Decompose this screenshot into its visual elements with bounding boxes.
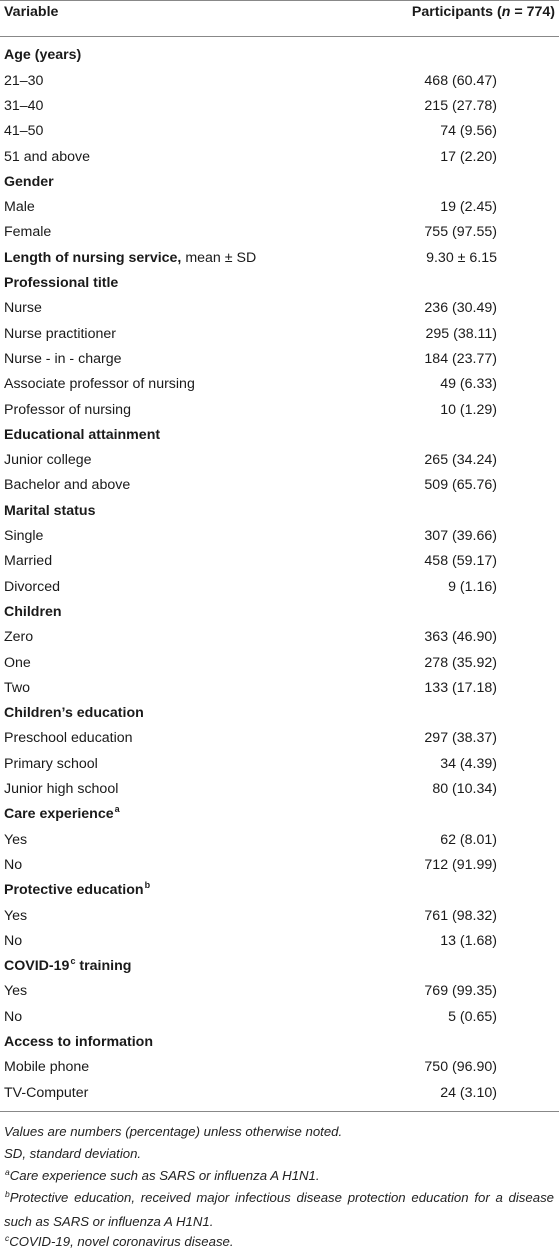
header-variable: Variable — [4, 4, 59, 20]
row-value: 363 (46.90) — [424, 629, 497, 646]
section-row — [0, 878, 559, 903]
row-value: 133 (17.18) — [424, 679, 497, 696]
label-text: Access to information — [4, 1034, 153, 1050]
row-label — [4, 929, 22, 954]
section-label — [4, 600, 62, 625]
footnote-marker: c — [5, 1233, 10, 1243]
table-row — [0, 979, 559, 1004]
table-row — [0, 220, 559, 245]
label-text: 31–40 — [4, 97, 44, 114]
label-text: Professor of nursing — [4, 401, 131, 418]
row-value: 278 (35.92) — [424, 654, 497, 671]
row-value: 755 (97.55) — [424, 224, 497, 241]
label-text: Care experience — [4, 806, 114, 823]
section-row — [0, 954, 559, 979]
label-text: Zero — [4, 629, 34, 646]
table-row — [0, 1055, 559, 1080]
row-label — [4, 195, 35, 220]
section-row — [0, 600, 559, 625]
row-value: 80 (10.34) — [432, 781, 497, 797]
label-text: Professional title — [4, 275, 119, 291]
label-text-suffix: training — [75, 958, 132, 975]
row-label — [4, 726, 133, 751]
table-row — [0, 726, 559, 751]
row-label — [4, 69, 43, 94]
table-row — [0, 625, 559, 650]
table-row — [0, 322, 559, 347]
label-text: Children’s education — [4, 705, 144, 722]
table-row — [0, 1081, 559, 1106]
label-text: COVID-19 — [4, 958, 70, 975]
footnote — [4, 1143, 554, 1165]
footnote-text: COVID-19, novel coronavirus disease. — [9, 1234, 234, 1249]
header-participants: Participants (n = 774) — [411, 4, 555, 20]
label-text: Junior college — [4, 452, 92, 469]
section-label — [4, 1030, 153, 1055]
table-row — [0, 904, 559, 929]
row-label — [4, 119, 43, 144]
row-value: 750 (96.90) — [424, 1059, 497, 1076]
row-label — [4, 145, 90, 170]
section-row — [0, 43, 559, 68]
row-value: 34 (4.39) — [440, 755, 497, 772]
section-row — [0, 271, 559, 296]
row-label — [4, 448, 92, 473]
section-row — [0, 499, 559, 524]
row-value: 458 (59.17) — [424, 553, 497, 570]
footnote — [4, 1165, 554, 1189]
row-label — [4, 524, 43, 549]
row-value: 297 (38.37) — [424, 730, 497, 747]
label-text: 41–50 — [4, 123, 44, 140]
label-text: Associate professor of nursing — [4, 376, 195, 393]
row-label — [4, 322, 116, 347]
label-text: Educational attainment — [4, 426, 161, 443]
table-bottom-rule — [0, 1111, 559, 1112]
row-label — [4, 651, 31, 676]
label-text: Children — [4, 603, 62, 620]
row-value: 24 (3.10) — [440, 1084, 497, 1101]
footnote-text: Protective education, received major infectious disease protection education for a disease such as SARS or influenza A H1N1. — [4, 1190, 554, 1229]
row-value: 184 (23.77) — [424, 350, 497, 367]
label-text: No — [4, 1008, 23, 1025]
table-row — [0, 119, 559, 144]
section-label — [4, 954, 131, 980]
row-value: 468 (60.47) — [424, 72, 497, 89]
label-text: Yes — [4, 907, 28, 924]
row-label — [4, 1081, 88, 1106]
section-label — [4, 499, 95, 524]
label-text: Yes — [4, 831, 28, 848]
footnote-marker: a — [114, 804, 120, 815]
footnote-marker: b — [5, 1189, 10, 1199]
table-row — [0, 777, 559, 802]
section-row — [0, 246, 559, 271]
section-row — [0, 423, 559, 448]
label-text: Two — [4, 679, 31, 696]
row-value: 215 (27.78) — [424, 97, 497, 114]
row-label — [4, 625, 33, 650]
row-value: 509 (65.76) — [424, 477, 497, 494]
row-value: 74 (9.56) — [440, 123, 497, 140]
label-text: Marital status — [4, 502, 96, 519]
row-value: 295 (38.11) — [425, 325, 497, 342]
row-label — [4, 828, 27, 853]
label-text: Female — [4, 224, 52, 241]
table-row — [0, 398, 559, 423]
row-label — [4, 1005, 22, 1030]
table-row — [0, 372, 559, 397]
table-row — [0, 448, 559, 473]
table-row — [0, 94, 559, 119]
footnote — [4, 1187, 554, 1232]
row-label — [4, 549, 52, 574]
table-row — [0, 929, 559, 954]
footnote — [4, 1231, 554, 1255]
table-row — [0, 651, 559, 676]
label-text: Nurse — [4, 300, 42, 317]
label-text: Mobile phone — [4, 1059, 90, 1076]
row-value: 9.30 ± 6.15 — [426, 249, 497, 266]
row-label — [4, 676, 30, 701]
row-value: 62 (8.01) — [440, 831, 497, 848]
table-header-row — [0, 0, 559, 25]
section-label — [4, 701, 144, 726]
section-row — [0, 170, 559, 195]
section-row — [0, 1030, 559, 1055]
label-text: Divorced — [4, 578, 60, 595]
table-row — [0, 752, 559, 777]
row-label — [4, 777, 118, 802]
footnote-marker: a — [5, 1167, 10, 1177]
table-row — [0, 575, 559, 600]
table-row — [0, 347, 559, 372]
row-value: 769 (99.35) — [424, 983, 497, 1000]
label-text: TV-Computer — [4, 1084, 89, 1101]
row-value: 17 (2.20) — [440, 148, 497, 165]
footnote-marker: b — [144, 880, 151, 891]
table-row — [0, 676, 559, 701]
section-label — [4, 802, 120, 828]
label-text: Age (years) — [4, 47, 82, 64]
footnote — [4, 1121, 554, 1143]
table-row — [0, 828, 559, 853]
footnote-text: Care experience such as SARS or influenza A H1N1. — [9, 1168, 320, 1183]
section-row — [0, 701, 559, 726]
row-value: 761 (98.32) — [424, 907, 497, 924]
table-row — [0, 524, 559, 549]
row-value: 265 (34.24) — [424, 452, 497, 469]
section-label — [4, 43, 81, 68]
row-value: 19 (2.45) — [440, 199, 497, 216]
section-row — [0, 802, 559, 827]
section-label — [4, 246, 256, 271]
section-label — [4, 271, 118, 296]
label-text: No — [4, 932, 23, 949]
row-value: 49 (6.33) — [440, 376, 497, 393]
row-label — [4, 296, 42, 321]
row-label — [4, 398, 131, 423]
label-text: No — [4, 856, 23, 873]
label-text: Married — [4, 553, 53, 570]
table-row — [0, 296, 559, 321]
label-text: Yes — [4, 983, 28, 1000]
header-bottom-rule — [0, 36, 559, 37]
row-label — [4, 220, 51, 245]
row-value: 712 (91.99) — [424, 856, 497, 873]
row-value: 5 (0.65) — [448, 1008, 497, 1025]
row-value: 10 (1.29) — [440, 401, 497, 418]
label-text: 51 and above — [4, 148, 90, 165]
table-row — [0, 549, 559, 574]
label-text: Single — [4, 528, 44, 544]
label-text: Male — [4, 199, 35, 216]
label-text: Length of nursing service, — [4, 249, 182, 266]
row-label — [4, 1055, 89, 1080]
row-value: 307 (39.66) — [424, 528, 497, 544]
row-label — [4, 853, 22, 878]
label-text: Nurse - in - charge — [4, 350, 122, 367]
footnote-marker: c — [70, 956, 76, 967]
row-label — [4, 979, 27, 1004]
footnote-text: SD, standard deviation. — [4, 1146, 142, 1161]
table-row — [0, 195, 559, 220]
label-text: One — [4, 654, 31, 671]
label-text: Bachelor and above — [4, 477, 131, 494]
row-label — [4, 347, 121, 372]
table-row — [0, 1005, 559, 1030]
row-value: 13 (1.68) — [440, 932, 497, 949]
label-text: Primary school — [4, 755, 98, 772]
label-text: Gender — [4, 173, 54, 190]
table-row — [0, 853, 559, 878]
table-row — [0, 69, 559, 94]
section-label — [4, 170, 54, 195]
label-text: Preschool education — [4, 730, 133, 747]
row-value: 236 (30.49) — [424, 300, 497, 317]
section-label — [4, 878, 150, 904]
row-label — [4, 473, 130, 498]
table-row — [0, 145, 559, 170]
label-text: 21–30 — [4, 72, 44, 89]
row-value: 9 (1.16) — [448, 578, 497, 595]
row-label — [4, 752, 98, 777]
row-label — [4, 372, 195, 397]
label-text: Protective education — [4, 882, 144, 899]
row-label — [4, 94, 43, 119]
footnote-text: Values are numbers (percentage) unless otherwise noted. — [4, 1124, 343, 1139]
section-label — [4, 423, 160, 448]
row-label — [4, 575, 60, 600]
label-text: Nurse practitioner — [4, 325, 116, 342]
label-unit: mean ± SD — [181, 249, 257, 266]
row-label — [4, 904, 27, 929]
table-row — [0, 473, 559, 498]
label-text: Junior high school — [4, 781, 119, 797]
